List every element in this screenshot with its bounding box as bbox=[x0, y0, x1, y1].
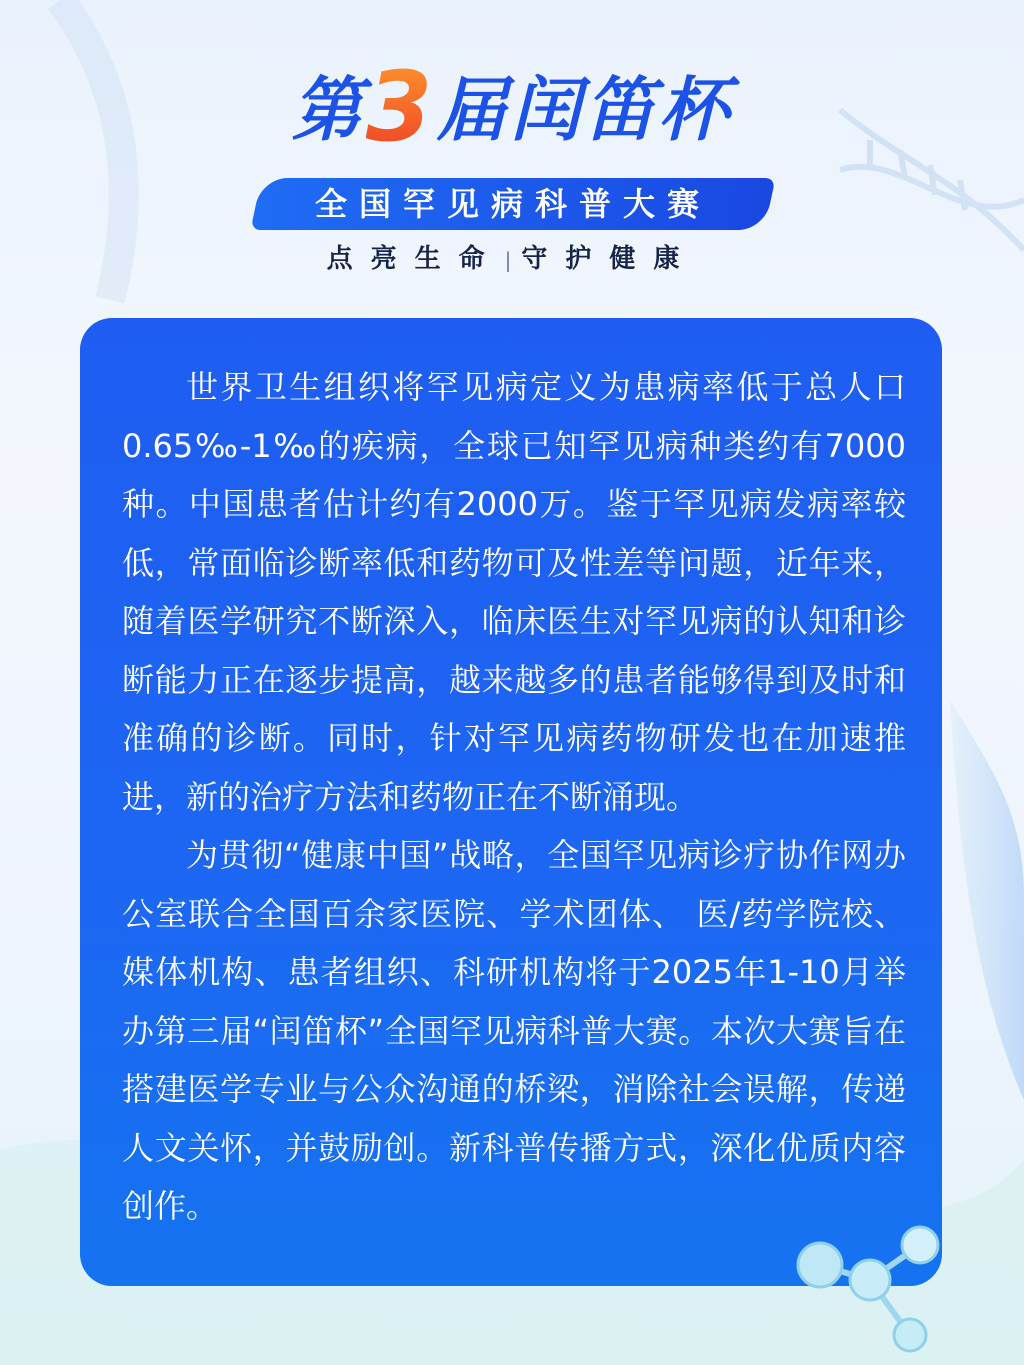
title-prefix: 第 bbox=[291, 69, 366, 151]
subtitle: 全国罕见病科普大赛 bbox=[314, 185, 711, 223]
slogan bbox=[0, 238, 1024, 275]
paragraph-1: 世界卫生组织将罕见病定义为患病率低于总人口0.65‰-1‰的疾病，全球已知罕见病种类约有7000种。中国患者估计约有2000万。鉴于罕见病发病率较低，常面临诊断率低和药物可及性差等问题，近年来，随着医学研究不断深入，临床医生对罕见病的认知和诊断能力正在逐步提高，越来越多的患者能够得到及时和准确的诊断。同时，针对罕见病药物研发也在加速推进，新的治疗方法和药物正在不断涌现。 bbox=[122, 368, 906, 816]
slogan-separator: | bbox=[504, 248, 512, 272]
slogan-left: 点亮生命 bbox=[326, 244, 503, 274]
card-body bbox=[122, 358, 906, 1236]
title-number: 3 bbox=[365, 51, 437, 163]
molecule-icon bbox=[780, 1210, 960, 1360]
slogan-right: 守护健康 bbox=[521, 244, 698, 274]
header bbox=[0, 0, 1024, 300]
title-suffix: 届闰笛杯 bbox=[436, 69, 733, 151]
paragraph-2: 为贯彻“健康中国”战略，全国罕见病诊疗协作网办公室联合全国百余家医院、学术团体、 医/药学院校、媒体机构、患者组织、科研机构将于2025年1-10月举办第三届“闰笛杯”全国罕见病科普大赛。本次大赛旨在搭建医学专业与公众沟通的桥梁，消除社会误解，传递人文关怀，并鼓励创。新科普传播方式，深化优质内容创作。 bbox=[122, 836, 906, 1225]
event-title bbox=[0, 51, 1024, 163]
content-card bbox=[80, 318, 942, 1286]
